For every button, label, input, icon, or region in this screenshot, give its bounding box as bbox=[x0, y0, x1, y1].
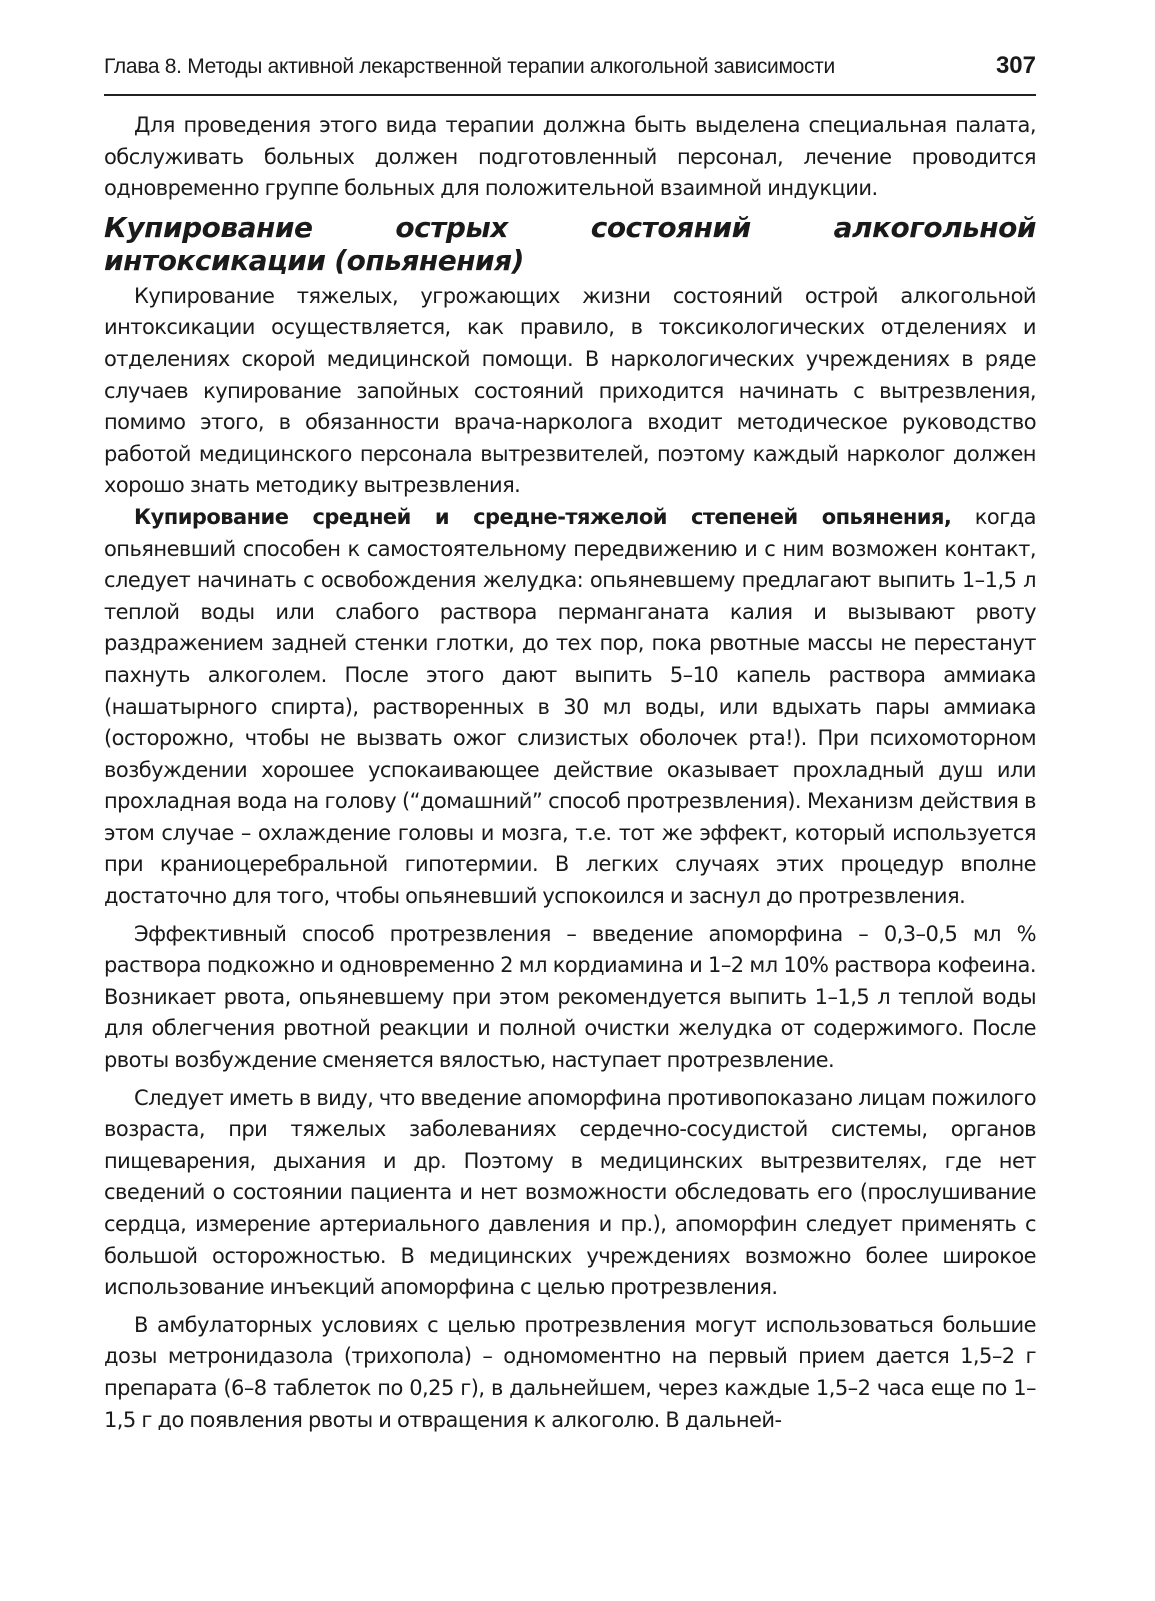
section-heading: Купирование острых состояний алкогольной интоксикации (опьянения) bbox=[104, 210, 1036, 277]
paragraph: Следует иметь в виду, что введение апоморфина противопоказано лицам пожилого возраста, при тяжелых заболеваниях сердечно-сосудистой системы, органов пищеварения, дыхания и др. Поэтому в медицинских вытрезвителях, где нет сведений о состоянии пациента и нет возможности обследовать его (прослушивание сердца, измерение артериального давления и пр.), апоморфин следует применять с большой осторожностью. В медицинских учреждениях возможно более широкое использование инъекций апоморфина с целью протрезвления. bbox=[104, 1085, 1036, 1300]
paragraph bbox=[104, 502, 1036, 913]
book-page bbox=[104, 52, 1036, 1436]
page-body bbox=[104, 110, 1036, 1436]
running-head bbox=[104, 52, 1036, 96]
paragraph-text: когда опьяневший способен к самостоятельному передвижению и с ним возможен контакт, следует начинать с освобождения желудка: опьяневшему предлагают выпить 1–1,5 л теплой воды или слабого раствора перманганата калия и вызывают рвоту раздражением задней стенки глотки, до тех пор, пока рвотные массы не перестанут пахнуть алкоголем. После этого дают выпить 5–10 капель раствора аммиака (нашатырного спирта), растворенных в 30 мл воды, или вдыхать пары аммиака (осторожно, чтобы не вызвать ожог слизистых оболочек рта!). При психомоторном возбуждении хорошее успокаивающее действие оказывает прохладный душ или прохладная вода на голову (“домашний” способ протрезвления). Механизм действия в этом случае – охлаждение головы и мозга, т.е. тот же эффект, который используется при краниоцеребральной гипотермии. В легких случаях этих процедур вполне достаточно для того, чтобы опьяневший успокоился и заснул до протрезвления. bbox=[104, 504, 1036, 909]
paragraph-lead-in: Купирование средней и средне-тяжелой степеней опьянения, bbox=[134, 504, 952, 529]
paragraph: Купирование тяжелых, угрожающих жизни состояний острой алкогольной интоксикации осуществляется, как правило, в токсикологических отделениях и отделениях скорой медицинской помощи. В наркологических учреждениях в ряде случаев купирование запойных состояний приходится начинать с вытрезвления, помимо этого, в обязанности врача-нарколога входит методическое руководство работой медицинского персонала вытрезвителей, поэтому каждый нарколог должен хорошо знать методику вытрезвления. bbox=[104, 283, 1036, 498]
page-number: 307 bbox=[995, 52, 1036, 79]
paragraph: Для проведения этого вида терапии должна быть выделена специальная палата, обслуживать больных должен подготовленный персонал, лечение проводится одновременно группе больных для положительной взаимной индукции. bbox=[104, 113, 1036, 201]
chapter-title: Глава 8. Методы активной лекарственной терапии алкогольной зависимости bbox=[104, 55, 835, 78]
paragraph: Эффективный способ протрезвления – введение апоморфина – 0,3–0,5 мл % раствора подкожно и одновременно 2 мл кордиамина и 1–2 мл 10% раствора кофеина. Возникает рвота, опьяневшему при этом рекомендуется выпить 1–1,5 л теплой воды для облегчения рвотной реакции и полной очистки желудка от содержимого. После рвоты возбуждение сменяется вялостью, наступает протрезвление. bbox=[104, 921, 1036, 1073]
paragraph: В амбулаторных условиях с целью протрезвления могут использоваться большие дозы метронидазола (трихопола) – одномоментно на первый прием дается 1,5–2 г препарата (6–8 таблеток по 0,25 г), в дальнейшем, через каждые 1,5–2 часа еще по 1–1,5 г до появления рвоты и отвращения к алкоголю. В дальней- bbox=[104, 1312, 1036, 1432]
